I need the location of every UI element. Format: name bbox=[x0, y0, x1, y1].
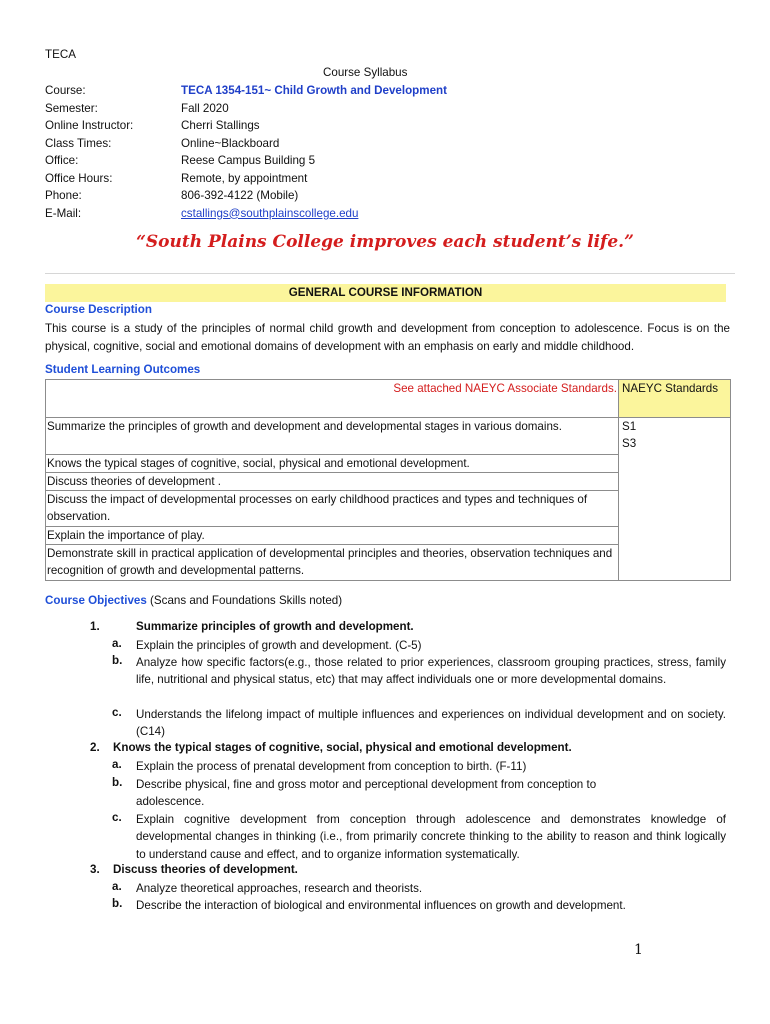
sub-objective: Explain the process of prenatal development from conception to birth. (F-11) bbox=[136, 760, 527, 773]
objective-title: Summarize principles of growth and development. bbox=[136, 620, 414, 633]
sub-letter: a. bbox=[112, 880, 122, 893]
sub-objective: Describe physical, fine and gross motor and perceptional development from conception to adolescence. bbox=[136, 778, 597, 809]
info-label: Phone: bbox=[45, 189, 82, 202]
objective-number: 1. bbox=[90, 620, 100, 633]
objective-title: Discuss theories of development. bbox=[113, 863, 298, 876]
org-label: TECA bbox=[45, 48, 76, 61]
slo-heading: Student Learning Outcomes bbox=[45, 363, 201, 376]
objectives-heading: Course Objectives bbox=[45, 594, 147, 607]
standards-cell bbox=[619, 418, 731, 581]
slo-outcome: Explain the importance of play. bbox=[46, 527, 619, 545]
sub-letter: c. bbox=[112, 811, 122, 824]
slo-outcome: Summarize the principles of growth and development and developmental stages in various domains. bbox=[46, 418, 619, 455]
info-value: Online~Blackboard bbox=[181, 136, 280, 150]
sub-letter: b. bbox=[112, 654, 123, 667]
course-description-text: This course is a study of the principles of normal child growth and development from conception to adolescence. Focus is on the physical, cognitive, social and emotional domains of development with an emphasis on early and middle childhood. bbox=[45, 322, 730, 353]
course-description-heading: Course Description bbox=[45, 303, 152, 316]
standard-code: S1 bbox=[622, 420, 637, 433]
standard-code: S3 bbox=[622, 437, 637, 450]
sub-objective: Understands the lifelong impact of multiple influences and experiences on individual development and on society. (C14) bbox=[136, 708, 726, 739]
sub-letter: b. bbox=[112, 897, 123, 910]
sub-objective: Explain the principles of growth and development. (C-5) bbox=[136, 639, 422, 652]
table-cell bbox=[46, 380, 619, 418]
sub-objective: Analyze theoretical approaches, research and theorists. bbox=[136, 882, 423, 895]
info-label: Class Times: bbox=[45, 136, 112, 150]
slo-outcome: Demonstrate skill in practical application of developmental principles and theories, observation techniques and recognition of growth and developmental patterns. bbox=[46, 545, 619, 581]
info-value: 806-392-4122 (Mobile) bbox=[181, 189, 299, 202]
sub-objective: Describe the interaction of biological and environmental influences on growth and development. bbox=[136, 899, 626, 912]
slo-table bbox=[45, 379, 731, 581]
sub-letter: c. bbox=[112, 706, 122, 719]
table-row bbox=[46, 380, 731, 418]
objective-title: Knows the typical stages of cognitive, social, physical and emotional development. bbox=[113, 741, 572, 754]
objectives-note: (Scans and Foundations Skills noted) bbox=[150, 594, 343, 607]
divider bbox=[45, 273, 735, 274]
sub-objective: Analyze how specific factors(e.g., those related to prior experiences, classroom grouping practices, stress, family life, nutritional and physical status, etc) that may affect individuals one or more developmental domains. bbox=[136, 656, 726, 687]
info-label: Course: bbox=[45, 84, 86, 97]
info-value: Cherri Stallings bbox=[181, 119, 260, 132]
course-title: TECA 1354-151~ Child Growth and Development bbox=[181, 84, 447, 97]
info-label: Office Hours: bbox=[45, 171, 113, 185]
slo-outcome: Discuss the impact of developmental processes on early childhood practices and types and techniques of observation. bbox=[46, 491, 619, 527]
general-info-banner: GENERAL COURSE INFORMATION bbox=[45, 284, 726, 302]
sub-letter: a. bbox=[112, 637, 122, 650]
college-motto: “South Plains College improves each student’s life.” bbox=[136, 232, 634, 252]
naeyc-standards-header: NAEYC Standards bbox=[619, 380, 731, 418]
objective-number: 2. bbox=[90, 741, 100, 754]
objectives-heading-line bbox=[45, 594, 342, 607]
info-value: Fall 2020 bbox=[181, 101, 229, 115]
info-label: Online Instructor: bbox=[45, 119, 134, 132]
slo-outcome: Knows the typical stages of cognitive, social, physical and emotional development. bbox=[46, 455, 619, 473]
info-value: Remote, by appointment bbox=[181, 171, 308, 185]
objective-number: 3. bbox=[90, 863, 100, 876]
info-label: Semester: bbox=[45, 101, 98, 115]
sub-letter: a. bbox=[112, 758, 122, 771]
info-label: Office: bbox=[45, 154, 79, 167]
info-label: E-Mail: bbox=[45, 206, 82, 220]
info-value: Reese Campus Building 5 bbox=[181, 154, 316, 167]
table-row bbox=[46, 418, 731, 455]
naeyc-note: See attached NAEYC Associate Standards. bbox=[393, 382, 617, 395]
sub-objective: Explain cognitive development from conception through adolescence and demonstrates knowledge of developmental changes in thinking (i.e., from primarily concrete thinking to the ability to reason and think logically to understand cause and effect, and to organize information systematically. bbox=[136, 813, 726, 861]
document-title: Course Syllabus bbox=[323, 66, 408, 79]
slo-outcome: Discuss theories of development . bbox=[46, 473, 619, 491]
page-number: 1 bbox=[634, 942, 643, 958]
email-link[interactable]: cstallings@southplainscollege.edu bbox=[181, 206, 359, 220]
sub-letter: b. bbox=[112, 776, 123, 789]
